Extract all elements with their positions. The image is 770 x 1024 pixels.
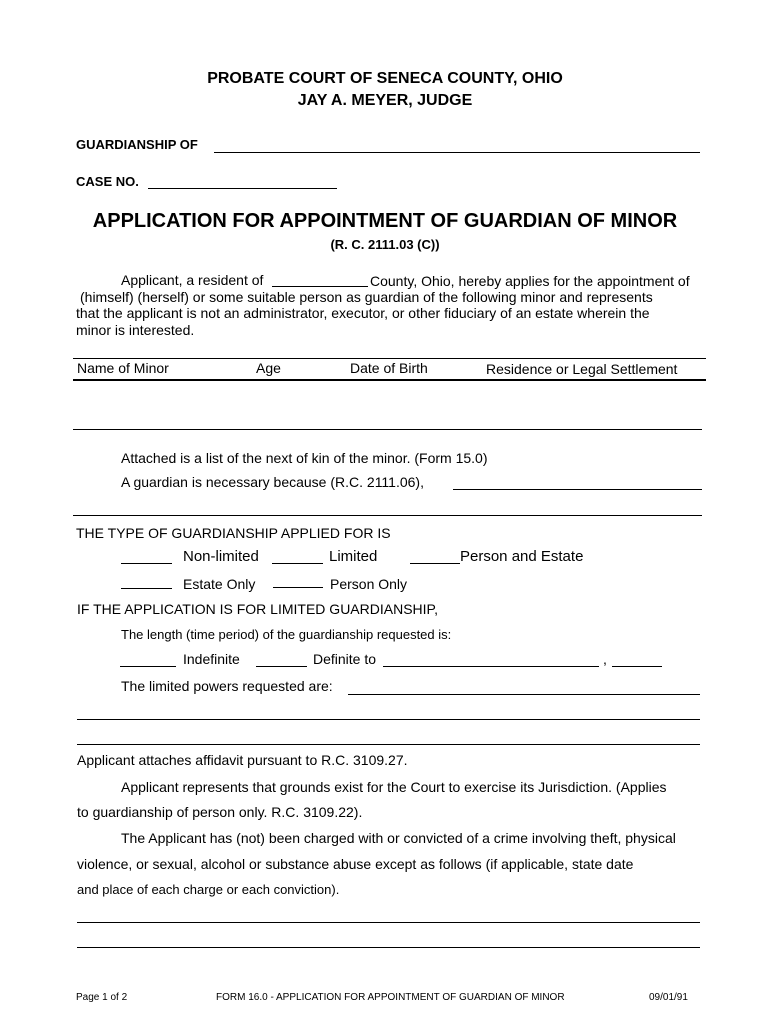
- limited-powers-field-2[interactable]: [77, 719, 700, 720]
- affidavit-line-6: and place of each charge or each conviction).: [77, 882, 340, 897]
- non-limited-blank[interactable]: [121, 563, 172, 564]
- affidavit-line-4: The Applicant has (not) been charged with or convicted of a crime involving theft, physical: [121, 830, 676, 846]
- limited-powers-label: The limited powers requested are:: [121, 678, 333, 694]
- court-name: PROBATE COURT OF SENECA COUNTY, OHIO: [207, 70, 563, 87]
- definite-blank[interactable]: [256, 666, 307, 667]
- intro-resident-label: Applicant, a resident of: [121, 272, 264, 288]
- intro-county-text: County, Ohio, hereby applies for the appointment of: [370, 273, 690, 289]
- case-no-field[interactable]: [148, 188, 337, 189]
- length-text: The length (time period) of the guardianship requested is:: [121, 627, 452, 642]
- footer-form-name: FORM 16.0 - APPLICATION FOR APPOINTMENT OF GUARDIAN OF MINOR: [216, 992, 565, 1003]
- table-header-rule: [73, 379, 706, 381]
- limited-blank[interactable]: [272, 563, 323, 564]
- kin-attached-text: Attached is a list of the next of kin of the minor. (Form 15.0): [121, 450, 488, 466]
- affidavit-line-3: to guardianship of person only. R.C. 3109.22).: [77, 804, 363, 820]
- col-residence: Residence or Legal Settlement: [486, 361, 678, 377]
- person-only-label: Person Only: [330, 576, 408, 592]
- col-age: Age: [256, 360, 281, 376]
- non-limited-label: Non-limited: [183, 548, 259, 565]
- intro-line-3: that the applicant is not an administrator, executor, or other fiduciary of an estate wherein the: [76, 305, 650, 321]
- minor-entry-row[interactable]: [73, 429, 702, 430]
- limited-label: Limited: [329, 548, 378, 565]
- indefinite-blank[interactable]: [120, 666, 176, 667]
- limited-powers-field-3[interactable]: [77, 744, 700, 745]
- person-estate-blank[interactable]: [410, 563, 460, 564]
- footer-page-number: Page 1 of 2: [76, 992, 128, 1003]
- affidavit-line-1: Applicant attaches affidavit pursuant to R.C. 3109.27.: [77, 752, 408, 768]
- definite-date-field[interactable]: [383, 666, 599, 667]
- person-estate-label: Person and Estate: [460, 548, 584, 565]
- guardian-necessary-text: A guardian is necessary because (R.C. 2111.06),: [121, 474, 424, 490]
- necessary-reason-field[interactable]: [453, 489, 702, 490]
- estate-only-label: Estate Only: [183, 576, 256, 592]
- person-only-blank[interactable]: [273, 587, 323, 588]
- judge-name: JAY A. MEYER, JUDGE: [297, 92, 473, 109]
- county-field[interactable]: [272, 286, 368, 287]
- affidavit-line-5: violence, or sexual, alcohol or substance abuse except as follows (if applicable, state date: [77, 856, 634, 872]
- col-date-of-birth: Date of Birth: [350, 360, 428, 376]
- necessary-reason-field-2[interactable]: [73, 515, 702, 516]
- estate-only-blank[interactable]: [121, 588, 172, 589]
- limited-heading: IF THE APPLICATION IS FOR LIMITED GUARDIANSHIP,: [77, 601, 438, 617]
- statute-reference: (R. C. 2111.03 (C)): [330, 237, 440, 252]
- guardianship-of-label: GUARDIANSHIP OF: [76, 137, 198, 152]
- limited-powers-field[interactable]: [348, 694, 700, 695]
- form-title: APPLICATION FOR APPOINTMENT OF GUARDIAN OF MINOR: [92, 210, 678, 232]
- date-comma: ,: [603, 651, 607, 667]
- conviction-field-2[interactable]: [77, 947, 700, 948]
- type-heading: THE TYPE OF GUARDIANSHIP APPLIED FOR IS: [76, 525, 391, 541]
- affidavit-line-2: Applicant represents that grounds exist for the Court to exercise its Jurisdiction. (Applies: [121, 779, 667, 795]
- case-no-label: CASE NO.: [76, 174, 139, 189]
- conviction-field-1[interactable]: [77, 922, 700, 923]
- intro-line-2: (himself) (herself) or some suitable person as guardian of the following minor and represents: [80, 289, 653, 305]
- indefinite-label: Indefinite: [183, 651, 240, 667]
- col-name-of-minor: Name of Minor: [77, 360, 169, 376]
- intro-line-4: minor is interested.: [76, 322, 195, 338]
- table-top-rule: [73, 358, 706, 359]
- definite-year-field[interactable]: [612, 666, 662, 667]
- definite-to-label: Definite to: [313, 651, 377, 667]
- footer-date: 09/01/91: [649, 992, 688, 1003]
- guardianship-of-field[interactable]: [214, 152, 700, 153]
